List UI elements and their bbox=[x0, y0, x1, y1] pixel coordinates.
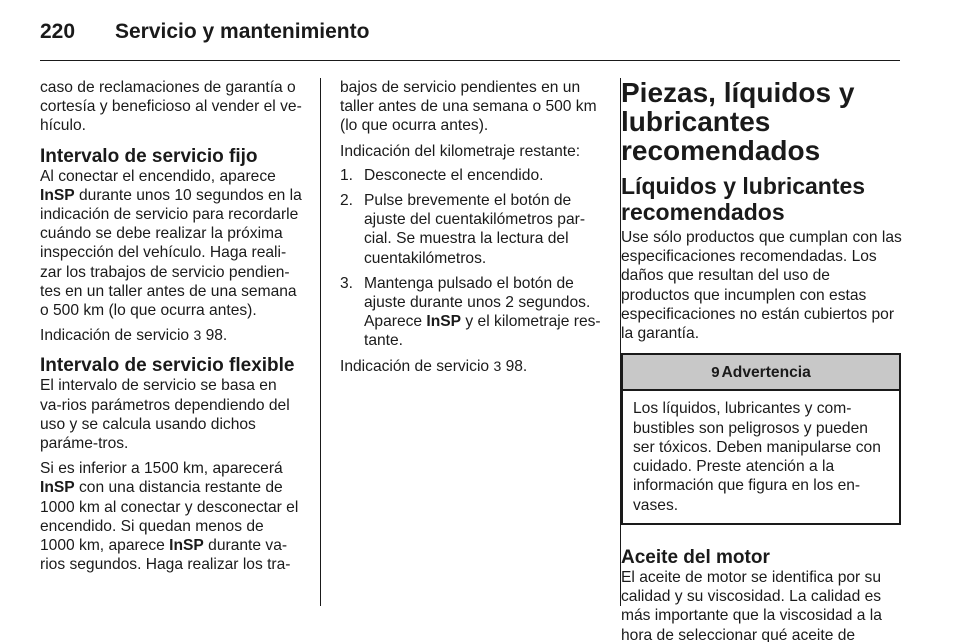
engine-oil-paragraph: El aceite de motor se identifica por su calidad y su viscosidad. La calidad es más importante que la viscosidad a la hora de seleccionar qué aceite de bbox=[621, 569, 882, 642]
fixed-interval-reference: Indicación de servicio 3 98. bbox=[40, 327, 228, 345]
column-3 bbox=[621, 78, 902, 642]
page-header bbox=[40, 20, 900, 56]
fixed-interval-heading: Intervalo de servicio fijo bbox=[40, 145, 258, 167]
column-2 bbox=[340, 78, 602, 382]
list-item: 2. Pulse brevemente el botón de ajuste del cuentakilómetros par-cial. Se muestra la lectura del cuentakilómetros. bbox=[340, 192, 586, 267]
warning-icon: 9 bbox=[711, 364, 720, 382]
list-item: 3. Mantenga pulsado el botón de ajuste durante unos 2 segundos. Aparece InSP y el kilometraje res-tante. bbox=[340, 274, 601, 350]
warning-box bbox=[621, 353, 901, 525]
steps-list bbox=[340, 166, 602, 351]
section-title: Piezas, líquidos y lubricantes recomendados bbox=[621, 77, 855, 166]
page-number: 220 bbox=[40, 20, 76, 43]
page-title: Servicio y mantenimiento bbox=[115, 20, 370, 43]
column-divider-1 bbox=[320, 78, 321, 606]
service-reference: Indicación de servicio 3 98. bbox=[340, 357, 528, 375]
flexible-interval-paragraph-2: Si es inferior a 1500 km, aparecerá InSP con una distancia restante de 1000 km al conectar y desconectar el encendido. Si quedan menos de 1000 km, aparece InSP durante va-rios segundos. Haga realizar los tra- bbox=[40, 460, 299, 574]
header-rule bbox=[40, 60, 900, 61]
column-1 bbox=[40, 78, 302, 580]
list-item: 1. Desconecte el encendido. bbox=[340, 166, 544, 184]
intro-paragraph: caso de reclamaciones de garantía o cortesía y beneficioso al vender el ve-hículo. bbox=[40, 79, 302, 135]
warning-header: 9 Advertencia bbox=[623, 355, 899, 391]
page-ref-icon: 3 bbox=[193, 327, 202, 344]
mileage-list-intro: Indicación del kilometraje restante: bbox=[340, 142, 581, 160]
engine-oil-heading: Aceite del motor bbox=[621, 547, 770, 568]
warning-body: Los líquidos, lubricantes y com-bustibles son peligrosos y pueden ser tóxicos. Deben manipularse con cuidado. Preste atención a la información que figura en los en-vases. bbox=[633, 400, 881, 514]
subsection-title: Líquidos y lubricantes recomendados bbox=[621, 173, 866, 225]
fixed-interval-paragraph: Al conectar el encendido, aparece InSP durante unos 10 segundos en la indicación de servicio para recordarle cuándo se debe realizar la próxima inspección del vehículo. Haga reali-zar los trabajos de servicio pendien-tes en un taller antes de una semana o 500 km (lo que ocurra antes). bbox=[40, 167, 302, 320]
flexible-interval-heading: Intervalo de servicio flexible bbox=[40, 355, 295, 377]
flexible-interval-paragraph-1: El intervalo de servicio se basa en va-rios parámetros dependiendo del uso y se calcula usando dichos paráme-tros. bbox=[40, 377, 290, 453]
continued-paragraph: bajos de servicio pendientes en un taller antes de una semana o 500 km (lo que ocurra antes). bbox=[340, 79, 597, 135]
page-ref-icon: 3 bbox=[493, 357, 502, 374]
fluids-paragraph: Use sólo productos que cumplan con las especificaciones recomendadas. Los daños que resultan del uso de productos que incumplen con estas especificaciones no están cubiertos por la garantía. bbox=[621, 229, 902, 343]
